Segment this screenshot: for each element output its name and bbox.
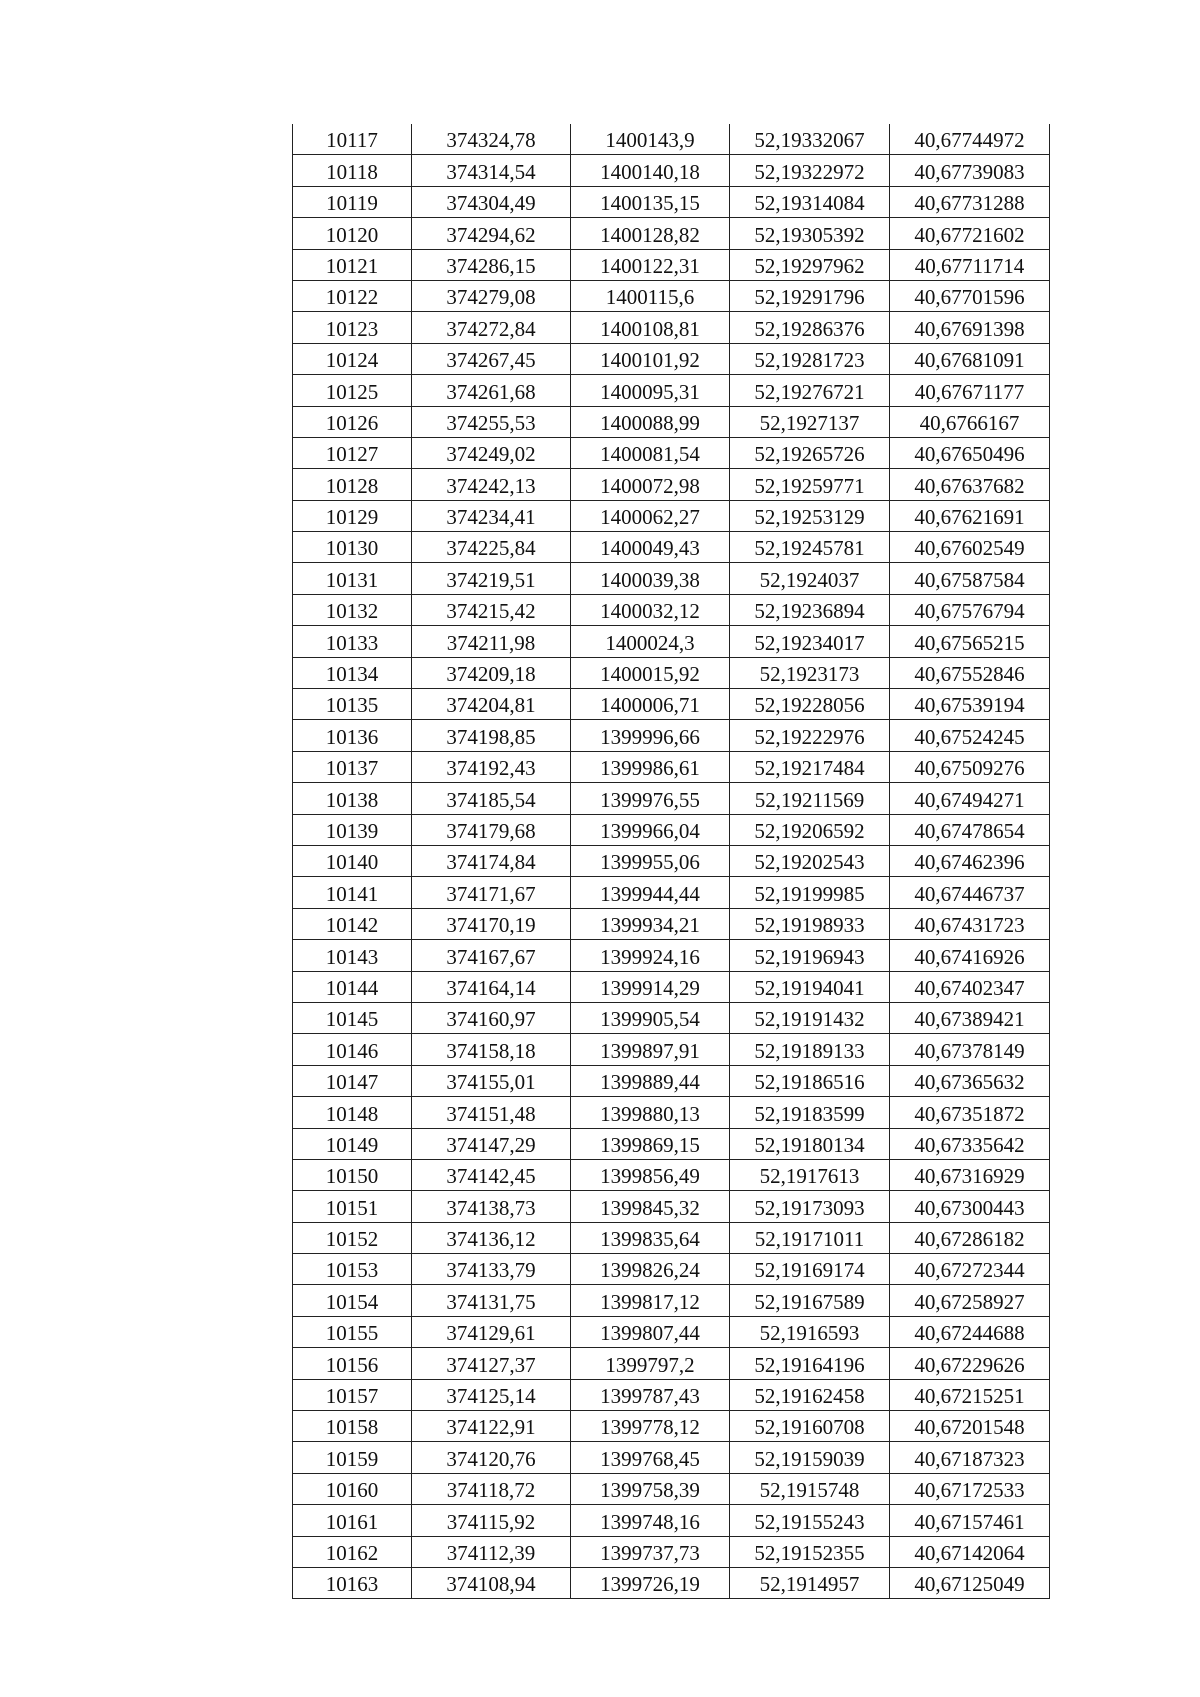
table-row — [293, 940, 1050, 971]
y-coordinate-cell: 1400081,54 — [571, 437, 730, 468]
table-row — [293, 1034, 1050, 1065]
longitude-cell: 40,67215251 — [890, 1379, 1050, 1410]
point-number-cell: 10129 — [293, 500, 412, 531]
latitude-cell: 52,19236894 — [730, 594, 890, 625]
longitude-cell: 40,67300443 — [890, 1191, 1050, 1222]
latitude-cell: 52,1916593 — [730, 1316, 890, 1347]
y-coordinate-cell: 1399778,12 — [571, 1411, 730, 1442]
y-coordinate-cell: 1399758,39 — [571, 1473, 730, 1504]
table-row — [293, 1285, 1050, 1316]
longitude-cell: 40,67446737 — [890, 877, 1050, 908]
point-number-cell: 10158 — [293, 1411, 412, 1442]
y-coordinate-cell: 1400140,18 — [571, 155, 730, 186]
latitude-cell: 52,19217484 — [730, 751, 890, 782]
point-number-cell: 10119 — [293, 186, 412, 217]
latitude-cell: 52,19180134 — [730, 1128, 890, 1159]
point-number-cell: 10143 — [293, 940, 412, 971]
table-row — [293, 1128, 1050, 1159]
x-coordinate-cell: 374136,12 — [412, 1222, 571, 1253]
table-row — [293, 312, 1050, 343]
latitude-cell: 52,19234017 — [730, 626, 890, 657]
table-row — [293, 1254, 1050, 1285]
longitude-cell: 40,67731288 — [890, 186, 1050, 217]
latitude-cell: 52,19297962 — [730, 249, 890, 280]
y-coordinate-cell: 1399934,21 — [571, 908, 730, 939]
x-coordinate-cell: 374255,53 — [412, 406, 571, 437]
x-coordinate-cell: 374129,61 — [412, 1316, 571, 1347]
x-coordinate-cell: 374211,98 — [412, 626, 571, 657]
latitude-cell: 52,19202543 — [730, 845, 890, 876]
latitude-cell: 52,19191432 — [730, 1002, 890, 1033]
longitude-cell: 40,6766167 — [890, 406, 1050, 437]
table-row — [293, 971, 1050, 1002]
longitude-cell: 40,67494271 — [890, 783, 1050, 814]
longitude-cell: 40,67650496 — [890, 437, 1050, 468]
x-coordinate-cell: 374279,08 — [412, 280, 571, 311]
y-coordinate-cell: 1399924,16 — [571, 940, 730, 971]
point-number-cell: 10131 — [293, 563, 412, 594]
x-coordinate-cell: 374164,14 — [412, 971, 571, 1002]
x-coordinate-cell: 374174,84 — [412, 845, 571, 876]
longitude-cell: 40,67365632 — [890, 1065, 1050, 1096]
latitude-cell: 52,19286376 — [730, 312, 890, 343]
y-coordinate-cell: 1399905,54 — [571, 1002, 730, 1033]
y-coordinate-cell: 1400088,99 — [571, 406, 730, 437]
longitude-cell: 40,67316929 — [890, 1159, 1050, 1190]
x-coordinate-cell: 374249,02 — [412, 437, 571, 468]
point-number-cell: 10149 — [293, 1128, 412, 1159]
point-number-cell: 10150 — [293, 1159, 412, 1190]
coordinates-table — [292, 124, 1050, 1599]
point-number-cell: 10125 — [293, 375, 412, 406]
table-row — [293, 814, 1050, 845]
y-coordinate-cell: 1399787,43 — [571, 1379, 730, 1410]
longitude-cell: 40,67157461 — [890, 1505, 1050, 1536]
y-coordinate-cell: 1399880,13 — [571, 1097, 730, 1128]
point-number-cell: 10123 — [293, 312, 412, 343]
table-row — [293, 594, 1050, 625]
point-number-cell: 10145 — [293, 1002, 412, 1033]
x-coordinate-cell: 374192,43 — [412, 751, 571, 782]
table-row — [293, 218, 1050, 249]
latitude-cell: 52,19332067 — [730, 124, 890, 155]
latitude-cell: 52,19162458 — [730, 1379, 890, 1410]
table-row — [293, 751, 1050, 782]
table-row — [293, 1316, 1050, 1347]
latitude-cell: 52,1924037 — [730, 563, 890, 594]
table-row — [293, 1379, 1050, 1410]
x-coordinate-cell: 374122,91 — [412, 1411, 571, 1442]
latitude-cell: 52,19222976 — [730, 720, 890, 751]
table-row — [293, 845, 1050, 876]
table-row — [293, 532, 1050, 563]
y-coordinate-cell: 1399955,06 — [571, 845, 730, 876]
point-number-cell: 10137 — [293, 751, 412, 782]
y-coordinate-cell: 1399748,16 — [571, 1505, 730, 1536]
x-coordinate-cell: 374120,76 — [412, 1442, 571, 1473]
y-coordinate-cell: 1400122,31 — [571, 249, 730, 280]
longitude-cell: 40,67229626 — [890, 1348, 1050, 1379]
table-row — [293, 186, 1050, 217]
y-coordinate-cell: 1400135,15 — [571, 186, 730, 217]
latitude-cell: 52,19167589 — [730, 1285, 890, 1316]
x-coordinate-cell: 374185,54 — [412, 783, 571, 814]
table-row — [293, 626, 1050, 657]
latitude-cell: 52,1914957 — [730, 1567, 890, 1598]
table-row — [293, 1411, 1050, 1442]
x-coordinate-cell: 374324,78 — [412, 124, 571, 155]
point-number-cell: 10128 — [293, 469, 412, 500]
table-row — [293, 375, 1050, 406]
longitude-cell: 40,67539194 — [890, 689, 1050, 720]
y-coordinate-cell: 1399856,49 — [571, 1159, 730, 1190]
longitude-cell: 40,67258927 — [890, 1285, 1050, 1316]
x-coordinate-cell: 374131,75 — [412, 1285, 571, 1316]
longitude-cell: 40,67378149 — [890, 1034, 1050, 1065]
longitude-cell: 40,67335642 — [890, 1128, 1050, 1159]
y-coordinate-cell: 1399737,73 — [571, 1536, 730, 1567]
x-coordinate-cell: 374314,54 — [412, 155, 571, 186]
x-coordinate-cell: 374234,41 — [412, 500, 571, 531]
point-number-cell: 10124 — [293, 343, 412, 374]
longitude-cell: 40,67286182 — [890, 1222, 1050, 1253]
x-coordinate-cell: 374158,18 — [412, 1034, 571, 1065]
latitude-cell: 52,19259771 — [730, 469, 890, 500]
latitude-cell: 52,19253129 — [730, 500, 890, 531]
point-number-cell: 10144 — [293, 971, 412, 1002]
point-number-cell: 10121 — [293, 249, 412, 280]
latitude-cell: 52,19173093 — [730, 1191, 890, 1222]
y-coordinate-cell: 1400095,31 — [571, 375, 730, 406]
x-coordinate-cell: 374155,01 — [412, 1065, 571, 1096]
table-row — [293, 124, 1050, 155]
table-row — [293, 720, 1050, 751]
y-coordinate-cell: 1400015,92 — [571, 657, 730, 688]
longitude-cell: 40,67602549 — [890, 532, 1050, 563]
latitude-cell: 52,19276721 — [730, 375, 890, 406]
table-row — [293, 343, 1050, 374]
y-coordinate-cell: 1399944,44 — [571, 877, 730, 908]
point-number-cell: 10136 — [293, 720, 412, 751]
y-coordinate-cell: 1400115,6 — [571, 280, 730, 311]
table-row — [293, 1159, 1050, 1190]
table-row — [293, 1536, 1050, 1567]
point-number-cell: 10148 — [293, 1097, 412, 1128]
point-number-cell: 10162 — [293, 1536, 412, 1567]
longitude-cell: 40,67576794 — [890, 594, 1050, 625]
table-row — [293, 249, 1050, 280]
x-coordinate-cell: 374204,81 — [412, 689, 571, 720]
y-coordinate-cell: 1400072,98 — [571, 469, 730, 500]
latitude-cell: 52,19228056 — [730, 689, 890, 720]
coordinates-table-body — [293, 124, 1050, 1599]
x-coordinate-cell: 374167,67 — [412, 940, 571, 971]
y-coordinate-cell: 1399889,44 — [571, 1065, 730, 1096]
latitude-cell: 52,19314084 — [730, 186, 890, 217]
latitude-cell: 52,19194041 — [730, 971, 890, 1002]
x-coordinate-cell: 374108,94 — [412, 1567, 571, 1598]
x-coordinate-cell: 374209,18 — [412, 657, 571, 688]
point-number-cell: 10141 — [293, 877, 412, 908]
table-row — [293, 1191, 1050, 1222]
point-number-cell: 10154 — [293, 1285, 412, 1316]
longitude-cell: 40,67691398 — [890, 312, 1050, 343]
latitude-cell: 52,19189133 — [730, 1034, 890, 1065]
latitude-cell: 52,19281723 — [730, 343, 890, 374]
point-number-cell: 10160 — [293, 1473, 412, 1504]
y-coordinate-cell: 1399768,45 — [571, 1442, 730, 1473]
x-coordinate-cell: 374112,39 — [412, 1536, 571, 1567]
table-row — [293, 689, 1050, 720]
point-number-cell: 10139 — [293, 814, 412, 845]
x-coordinate-cell: 374261,68 — [412, 375, 571, 406]
point-number-cell: 10153 — [293, 1254, 412, 1285]
y-coordinate-cell: 1399966,04 — [571, 814, 730, 845]
point-number-cell: 10132 — [293, 594, 412, 625]
x-coordinate-cell: 374215,42 — [412, 594, 571, 625]
y-coordinate-cell: 1400143,9 — [571, 124, 730, 155]
latitude-cell: 52,1927137 — [730, 406, 890, 437]
latitude-cell: 52,19245781 — [730, 532, 890, 563]
latitude-cell: 52,19159039 — [730, 1442, 890, 1473]
table-row — [293, 1567, 1050, 1598]
y-coordinate-cell: 1400006,71 — [571, 689, 730, 720]
longitude-cell: 40,67711714 — [890, 249, 1050, 280]
latitude-cell: 52,19160708 — [730, 1411, 890, 1442]
table-row — [293, 280, 1050, 311]
point-number-cell: 10127 — [293, 437, 412, 468]
latitude-cell: 52,19291796 — [730, 280, 890, 311]
table-row — [293, 1473, 1050, 1504]
longitude-cell: 40,67462396 — [890, 845, 1050, 876]
point-number-cell: 10147 — [293, 1065, 412, 1096]
longitude-cell: 40,67637682 — [890, 469, 1050, 500]
latitude-cell: 52,1917613 — [730, 1159, 890, 1190]
point-number-cell: 10130 — [293, 532, 412, 563]
point-number-cell: 10161 — [293, 1505, 412, 1536]
longitude-cell: 40,67244688 — [890, 1316, 1050, 1347]
y-coordinate-cell: 1399845,32 — [571, 1191, 730, 1222]
x-coordinate-cell: 374225,84 — [412, 532, 571, 563]
y-coordinate-cell: 1400101,92 — [571, 343, 730, 374]
longitude-cell: 40,67509276 — [890, 751, 1050, 782]
point-number-cell: 10142 — [293, 908, 412, 939]
x-coordinate-cell: 374179,68 — [412, 814, 571, 845]
point-number-cell: 10126 — [293, 406, 412, 437]
longitude-cell: 40,67744972 — [890, 124, 1050, 155]
x-coordinate-cell: 374133,79 — [412, 1254, 571, 1285]
longitude-cell: 40,67739083 — [890, 155, 1050, 186]
latitude-cell: 52,19196943 — [730, 940, 890, 971]
y-coordinate-cell: 1400039,38 — [571, 563, 730, 594]
point-number-cell: 10133 — [293, 626, 412, 657]
latitude-cell: 52,19183599 — [730, 1097, 890, 1128]
table-row — [293, 1222, 1050, 1253]
table-row — [293, 1442, 1050, 1473]
longitude-cell: 40,67187323 — [890, 1442, 1050, 1473]
x-coordinate-cell: 374304,49 — [412, 186, 571, 217]
x-coordinate-cell: 374272,84 — [412, 312, 571, 343]
point-number-cell: 10156 — [293, 1348, 412, 1379]
y-coordinate-cell: 1400024,3 — [571, 626, 730, 657]
x-coordinate-cell: 374294,62 — [412, 218, 571, 249]
y-coordinate-cell: 1400108,81 — [571, 312, 730, 343]
latitude-cell: 52,19155243 — [730, 1505, 890, 1536]
table-row — [293, 908, 1050, 939]
latitude-cell: 52,1923173 — [730, 657, 890, 688]
longitude-cell: 40,67552846 — [890, 657, 1050, 688]
latitude-cell: 52,19199985 — [730, 877, 890, 908]
x-coordinate-cell: 374115,92 — [412, 1505, 571, 1536]
x-coordinate-cell: 374160,97 — [412, 1002, 571, 1033]
x-coordinate-cell: 374267,45 — [412, 343, 571, 374]
y-coordinate-cell: 1399986,61 — [571, 751, 730, 782]
longitude-cell: 40,67272344 — [890, 1254, 1050, 1285]
longitude-cell: 40,67701596 — [890, 280, 1050, 311]
longitude-cell: 40,67125049 — [890, 1567, 1050, 1598]
table-row — [293, 437, 1050, 468]
y-coordinate-cell: 1399817,12 — [571, 1285, 730, 1316]
longitude-cell: 40,67621691 — [890, 500, 1050, 531]
point-number-cell: 10163 — [293, 1567, 412, 1598]
point-number-cell: 10134 — [293, 657, 412, 688]
table-row — [293, 1505, 1050, 1536]
latitude-cell: 52,19186516 — [730, 1065, 890, 1096]
table-row — [293, 1002, 1050, 1033]
longitude-cell: 40,67681091 — [890, 343, 1050, 374]
table-row — [293, 469, 1050, 500]
table-row — [293, 155, 1050, 186]
table-row — [293, 1065, 1050, 1096]
x-coordinate-cell: 374171,67 — [412, 877, 571, 908]
y-coordinate-cell: 1399826,24 — [571, 1254, 730, 1285]
point-number-cell: 10157 — [293, 1379, 412, 1410]
longitude-cell: 40,67389421 — [890, 1002, 1050, 1033]
y-coordinate-cell: 1399807,44 — [571, 1316, 730, 1347]
x-coordinate-cell: 374127,37 — [412, 1348, 571, 1379]
longitude-cell: 40,67402347 — [890, 971, 1050, 1002]
longitude-cell: 40,67524245 — [890, 720, 1050, 751]
x-coordinate-cell: 374198,85 — [412, 720, 571, 751]
x-coordinate-cell: 374219,51 — [412, 563, 571, 594]
table-row — [293, 657, 1050, 688]
longitude-cell: 40,67565215 — [890, 626, 1050, 657]
latitude-cell: 52,19152355 — [730, 1536, 890, 1567]
point-number-cell: 10155 — [293, 1316, 412, 1347]
point-number-cell: 10135 — [293, 689, 412, 720]
longitude-cell: 40,67671177 — [890, 375, 1050, 406]
point-number-cell: 10117 — [293, 124, 412, 155]
y-coordinate-cell: 1399996,66 — [571, 720, 730, 751]
table-row — [293, 500, 1050, 531]
y-coordinate-cell: 1399726,19 — [571, 1567, 730, 1598]
x-coordinate-cell: 374170,19 — [412, 908, 571, 939]
x-coordinate-cell: 374138,73 — [412, 1191, 571, 1222]
y-coordinate-cell: 1399797,2 — [571, 1348, 730, 1379]
y-coordinate-cell: 1399897,91 — [571, 1034, 730, 1065]
point-number-cell: 10152 — [293, 1222, 412, 1253]
x-coordinate-cell: 374142,45 — [412, 1159, 571, 1190]
y-coordinate-cell: 1399976,55 — [571, 783, 730, 814]
table-row — [293, 1097, 1050, 1128]
y-coordinate-cell: 1399835,64 — [571, 1222, 730, 1253]
longitude-cell: 40,67478654 — [890, 814, 1050, 845]
longitude-cell: 40,67351872 — [890, 1097, 1050, 1128]
point-number-cell: 10140 — [293, 845, 412, 876]
point-number-cell: 10146 — [293, 1034, 412, 1065]
point-number-cell: 10122 — [293, 280, 412, 311]
latitude-cell: 52,19211569 — [730, 783, 890, 814]
x-coordinate-cell: 374147,29 — [412, 1128, 571, 1159]
y-coordinate-cell: 1400062,27 — [571, 500, 730, 531]
point-number-cell: 10159 — [293, 1442, 412, 1473]
point-number-cell: 10151 — [293, 1191, 412, 1222]
x-coordinate-cell: 374242,13 — [412, 469, 571, 500]
y-coordinate-cell: 1400049,43 — [571, 532, 730, 563]
table-row — [293, 406, 1050, 437]
latitude-cell: 52,19171011 — [730, 1222, 890, 1253]
x-coordinate-cell: 374125,14 — [412, 1379, 571, 1410]
latitude-cell: 52,1915748 — [730, 1473, 890, 1504]
y-coordinate-cell: 1400128,82 — [571, 218, 730, 249]
x-coordinate-cell: 374286,15 — [412, 249, 571, 280]
table-row — [293, 563, 1050, 594]
longitude-cell: 40,67172533 — [890, 1473, 1050, 1504]
table-row — [293, 877, 1050, 908]
x-coordinate-cell: 374151,48 — [412, 1097, 571, 1128]
longitude-cell: 40,67721602 — [890, 218, 1050, 249]
longitude-cell: 40,67201548 — [890, 1411, 1050, 1442]
y-coordinate-cell: 1399869,15 — [571, 1128, 730, 1159]
longitude-cell: 40,67587584 — [890, 563, 1050, 594]
latitude-cell: 52,19206592 — [730, 814, 890, 845]
latitude-cell: 52,19305392 — [730, 218, 890, 249]
latitude-cell: 52,19198933 — [730, 908, 890, 939]
latitude-cell: 52,19322972 — [730, 155, 890, 186]
point-number-cell: 10138 — [293, 783, 412, 814]
y-coordinate-cell: 1400032,12 — [571, 594, 730, 625]
point-number-cell: 10120 — [293, 218, 412, 249]
longitude-cell: 40,67431723 — [890, 908, 1050, 939]
latitude-cell: 52,19169174 — [730, 1254, 890, 1285]
latitude-cell: 52,19265726 — [730, 437, 890, 468]
point-number-cell: 10118 — [293, 155, 412, 186]
x-coordinate-cell: 374118,72 — [412, 1473, 571, 1504]
table-row — [293, 1348, 1050, 1379]
latitude-cell: 52,19164196 — [730, 1348, 890, 1379]
longitude-cell: 40,67416926 — [890, 940, 1050, 971]
table-row — [293, 783, 1050, 814]
longitude-cell: 40,67142064 — [890, 1536, 1050, 1567]
y-coordinate-cell: 1399914,29 — [571, 971, 730, 1002]
